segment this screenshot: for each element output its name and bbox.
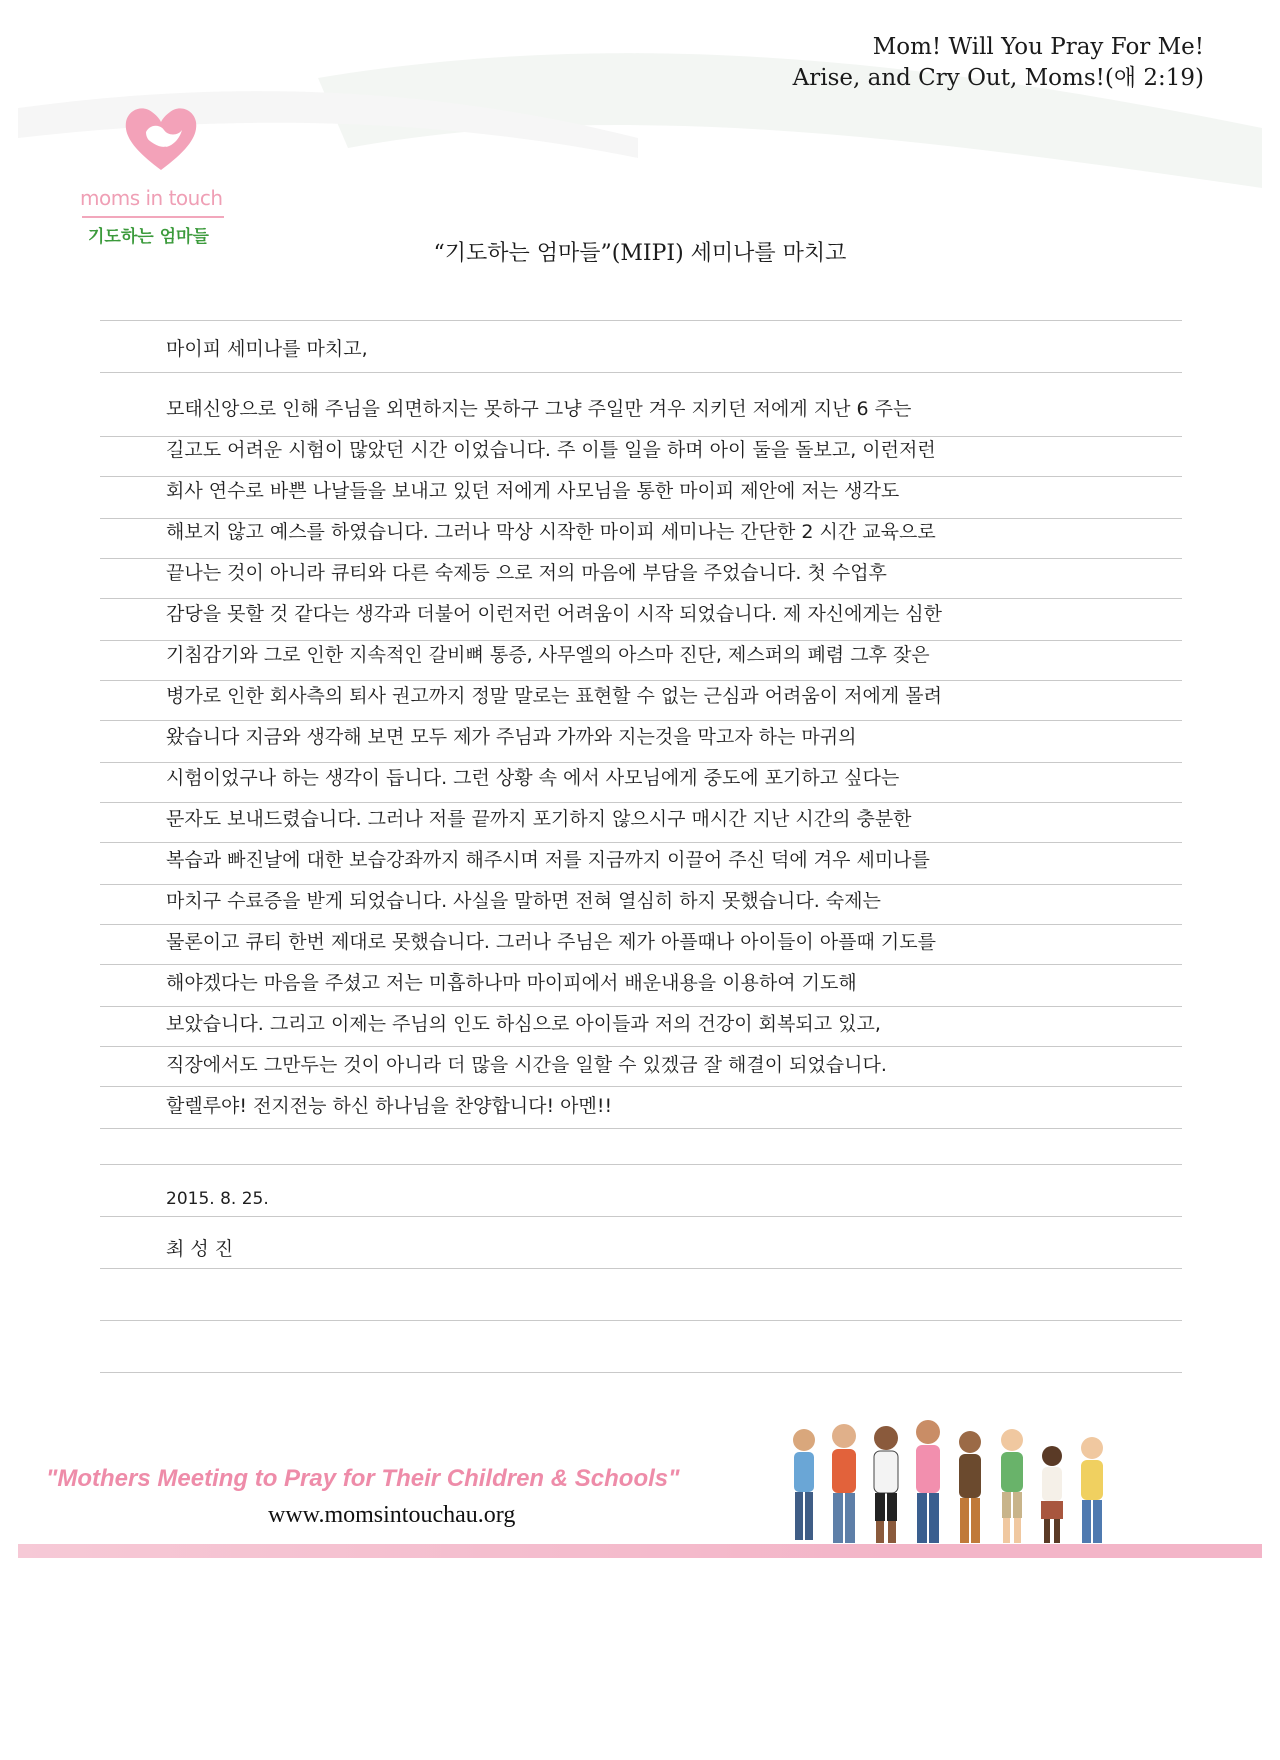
verse-line-1: Mom! Will You Pray For Me!	[872, 34, 1204, 60]
body-line: 기침감기와 그로 인한 지속적인 갈비뼈 통증, 사무엘의 아스마 진단, 제스퍼의 폐렴 그후 잦은	[166, 644, 930, 666]
ruled-line	[100, 1086, 1182, 1087]
footer-band	[18, 1544, 1262, 1558]
body-line: 보았습니다. 그리고 이제는 주님의 인도 하심으로 아이들과 저의 건강이 회복되고 있고,	[166, 1013, 881, 1035]
ruled-line	[100, 1372, 1182, 1373]
ruled-line	[100, 640, 1182, 641]
ruled-line	[100, 1320, 1182, 1321]
ruled-line	[100, 1164, 1182, 1165]
header-verse	[793, 32, 1204, 94]
body-line: 왔습니다 지금와 생각해 보면 모두 제가 주님과 가까와 지는것을 막고자 하는 마귀의	[166, 726, 857, 748]
logo-subtitle: 기도하는 엄마들	[88, 227, 209, 247]
ruled-line	[100, 476, 1182, 477]
body-line: 시험이었구나 하는 생각이 듭니다. 그런 상황 속 에서 사모님에게 중도에 포기하고 싶다는	[166, 767, 900, 789]
ruled-line	[100, 598, 1182, 599]
ruled-line	[100, 964, 1182, 965]
document-title: “기도하는 엄마들”(MIPI) 세미나를 마치고	[433, 241, 847, 266]
verse-line-2: Arise, and Cry Out, Moms!(애 2:19)	[792, 65, 1204, 91]
greeting-line: 마이피 세미나를 마치고,	[166, 338, 368, 360]
letter-page	[18, 18, 1262, 1742]
ruled-line	[100, 842, 1182, 843]
ruled-line	[100, 1268, 1182, 1269]
body-line: 해보지 않고 예스를 하였습니다. 그러나 막상 시작한 마이피 세미나는 간단한 2 시간 교육으로	[166, 521, 936, 543]
ruled-line	[100, 558, 1182, 559]
body-line: 물론이고 큐티 한번 제대로 못했습니다. 그러나 주님은 제가 아플때나 아이들이 아플때 기도를	[166, 931, 936, 953]
body-line: 회사 연수로 바쁜 나날들을 보내고 있던 저에게 사모님을 통한 마이피 제안에 저는 생각도	[166, 480, 900, 502]
body-line: 문자도 보내드렸습니다. 그러나 저를 끝까지 포기하지 않으시구 매시간 지난 시간의 충분한	[166, 808, 912, 830]
body-line: 모태신앙으로 인해 주님을 외면하지는 못하구 그냥 주일만 겨우 지키던 저에게 지난 6 주는	[166, 398, 912, 420]
ruled-line	[100, 1006, 1182, 1007]
children-illustration	[782, 1418, 1122, 1558]
body-line: 할렐루야! 전지전능 하신 하나님을 찬양합니다! 아멘!!	[166, 1095, 613, 1117]
ruled-line	[100, 320, 1182, 321]
ruled-line	[100, 884, 1182, 885]
body-line: 해야겠다는 마음을 주셨고 저는 미흡하나마 마이피에서 배운내용을 이용하여 기도해	[166, 972, 857, 994]
ruled-line	[100, 1128, 1182, 1129]
ruled-line	[100, 924, 1182, 925]
footer-website: www.momsintouchau.org	[268, 1502, 516, 1528]
ruled-line	[100, 1046, 1182, 1047]
footer-tagline: "Mothers Meeting to Pray for Their Children & Schools"	[46, 1465, 680, 1492]
moms-in-touch-logo	[80, 106, 240, 256]
heart-icon	[124, 106, 198, 172]
body-line: 직장에서도 그만두는 것이 아니라 더 많을 시간을 일할 수 있겠금 잘 해결이 되었습니다.	[166, 1054, 887, 1076]
ruled-line	[100, 1216, 1182, 1217]
ruled-line	[100, 680, 1182, 681]
ruled-line	[100, 372, 1182, 373]
body-line: 마치구 수료증을 받게 되었습니다. 사실을 말하면 전혀 열심히 하지 못했습니다. 숙제는	[166, 890, 881, 912]
letter-date: 2015. 8. 25.	[166, 1189, 269, 1209]
body-line: 병가로 인한 회사측의 퇴사 권고까지 정말 말로는 표현할 수 없는 근심과 어려움이 저에게 몰려	[166, 685, 942, 707]
body-line: 끝나는 것이 아니라 큐티와 다른 숙제등 으로 저의 마음에 부담을 주었습니다. 첫 수업후	[166, 562, 887, 584]
logo-brand-text: moms in touch	[80, 186, 223, 210]
signature: 최 성 진	[166, 1238, 234, 1260]
body-line: 길고도 어려운 시험이 많았던 시간 이었습니다. 주 이틀 일을 하며 아이 둘을 돌보고, 이런저런	[166, 439, 936, 461]
body-line: 복습과 빠진날에 대한 보습강좌까지 해주시며 저를 지금까지 이끌어 주신 덕에 겨우 세미나를	[166, 849, 930, 871]
ruled-line	[100, 762, 1182, 763]
logo-divider	[82, 216, 224, 218]
body-line: 감당을 못할 것 같다는 생각과 더불어 이런저런 어려움이 시작 되었습니다. 제 자신에게는 심한	[166, 603, 942, 625]
ruled-line	[100, 802, 1182, 803]
ruled-line	[100, 720, 1182, 721]
